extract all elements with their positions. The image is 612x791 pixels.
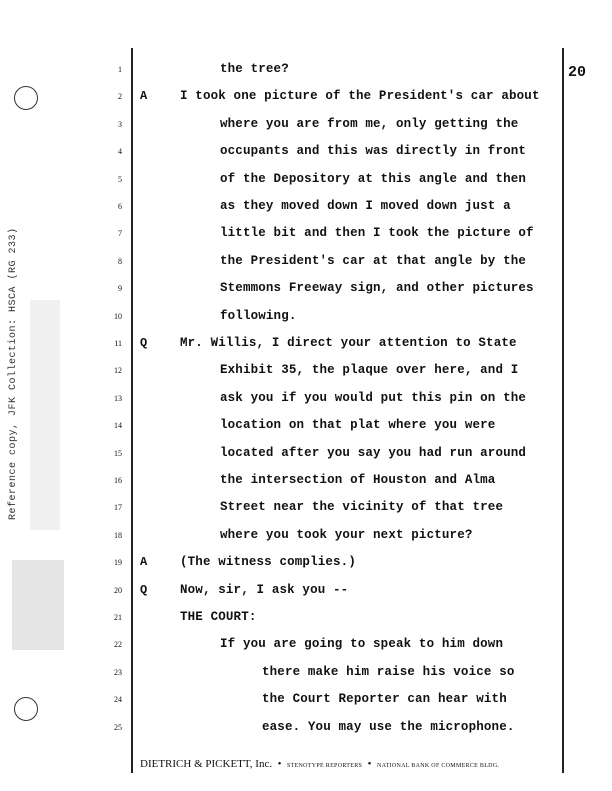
line-number: 24	[114, 695, 122, 705]
line-text: located after you say you had run around	[220, 445, 527, 460]
line-text: Exhibit 35, the plaque over here, and I	[220, 363, 519, 378]
transcript-line	[0, 583, 612, 610]
transcript-line	[0, 692, 612, 719]
line-number: 6	[118, 202, 122, 211]
line-text: THE COURT:	[180, 610, 257, 624]
line-number: 2	[118, 92, 122, 102]
line-text: as they moved down I moved down just a	[220, 199, 511, 213]
line-text: location on that plat where you were	[220, 418, 496, 433]
line-number: 4	[118, 147, 122, 157]
line-number: 9	[118, 284, 122, 294]
line-number: 5	[118, 174, 122, 184]
line-text: occupants and this was directly in front	[220, 144, 527, 159]
line-text: where you took your next picture?	[220, 527, 473, 542]
line-number: 10	[114, 311, 122, 321]
reporter-service: STENOTYPE REPORTERS	[286, 763, 363, 769]
line-number: 3	[118, 119, 122, 129]
line-number: 25	[114, 722, 122, 732]
line-number: 19	[114, 558, 122, 568]
line-number: 18	[114, 530, 122, 540]
line-text: Street near the vicinity of that tree	[220, 500, 504, 515]
transcript-line	[0, 199, 612, 226]
transcript-line	[0, 281, 612, 308]
transcript-line	[0, 254, 612, 281]
speaker-marker: Q	[140, 336, 148, 350]
line-text: the intersection of Houston and Alma	[220, 473, 496, 487]
transcript-line	[0, 336, 612, 363]
transcript-line	[0, 418, 612, 445]
line-text: Mr. Willis, I direct your attention to State	[180, 336, 517, 350]
transcript-line	[0, 226, 612, 253]
line-number: 20	[114, 585, 122, 595]
line-number: 15	[114, 448, 122, 458]
transcript-line	[0, 117, 612, 144]
archive-reference-label: Reference copy, JFK Collection: HSCA (RG 233)	[8, 227, 19, 520]
page-number: 20	[568, 64, 587, 81]
speaker-marker: A	[140, 89, 148, 104]
line-text: Stemmons Freeway sign, and other pictures	[220, 281, 534, 296]
reporter-footer	[140, 758, 499, 770]
line-text: following.	[220, 308, 297, 323]
transcript-line	[0, 62, 612, 89]
speaker-marker: A	[140, 555, 148, 570]
line-text: ask you if you would put this pin on the	[220, 390, 527, 405]
transcript-line	[0, 500, 612, 527]
transcript-line	[0, 89, 612, 116]
transcript-line	[0, 637, 612, 664]
transcript-line	[0, 528, 612, 555]
line-text: (The witness complies.)	[180, 555, 356, 570]
line-text: the Court Reporter can hear with	[262, 692, 507, 707]
firm-name: DIETRICH & PICKETT, Inc.	[140, 758, 273, 770]
transcript-line	[0, 446, 612, 473]
line-number: 8	[118, 256, 122, 266]
footer-bullet: •	[277, 758, 282, 770]
footer-bullet: •	[367, 758, 372, 770]
line-text: Now, sir, I ask you --	[180, 582, 349, 597]
transcript-line	[0, 172, 612, 199]
line-text: I took one picture of the President's car about	[180, 89, 540, 104]
line-number: 22	[114, 640, 122, 650]
transcript-line	[0, 391, 612, 418]
transcript-line	[0, 720, 612, 747]
transcript-line	[0, 473, 612, 500]
line-number: 13	[114, 393, 122, 403]
line-text: where you are from me, only getting the	[220, 116, 519, 131]
line-number: 12	[114, 366, 122, 376]
line-number: 11	[114, 339, 122, 348]
line-text: ease. You may use the microphone.	[262, 719, 515, 734]
transcript-line	[0, 610, 612, 637]
line-text: the tree?	[220, 62, 289, 76]
line-text: of the Depository at this angle and then	[220, 171, 527, 186]
line-number: 1	[118, 65, 122, 74]
line-text: there make him raise his voice so	[262, 664, 515, 679]
line-number: 7	[118, 229, 122, 239]
line-text: the President's car at that angle by the	[220, 253, 527, 268]
firm-address: NATIONAL BANK OF COMMERCE BLDG.	[377, 763, 500, 769]
line-number: 17	[114, 503, 122, 513]
line-text: little bit and then I took the picture of	[220, 226, 534, 241]
line-text: If you are going to speak to him down	[220, 637, 504, 652]
transcript-line	[0, 309, 612, 336]
line-number: 16	[114, 476, 122, 485]
line-number: 14	[114, 421, 122, 431]
line-number: 21	[114, 613, 122, 622]
line-number: 23	[114, 667, 122, 677]
transcript-line	[0, 144, 612, 171]
transcript-line	[0, 665, 612, 692]
speaker-marker: Q	[140, 582, 148, 597]
transcript-line	[0, 363, 612, 390]
transcript-line	[0, 555, 612, 582]
